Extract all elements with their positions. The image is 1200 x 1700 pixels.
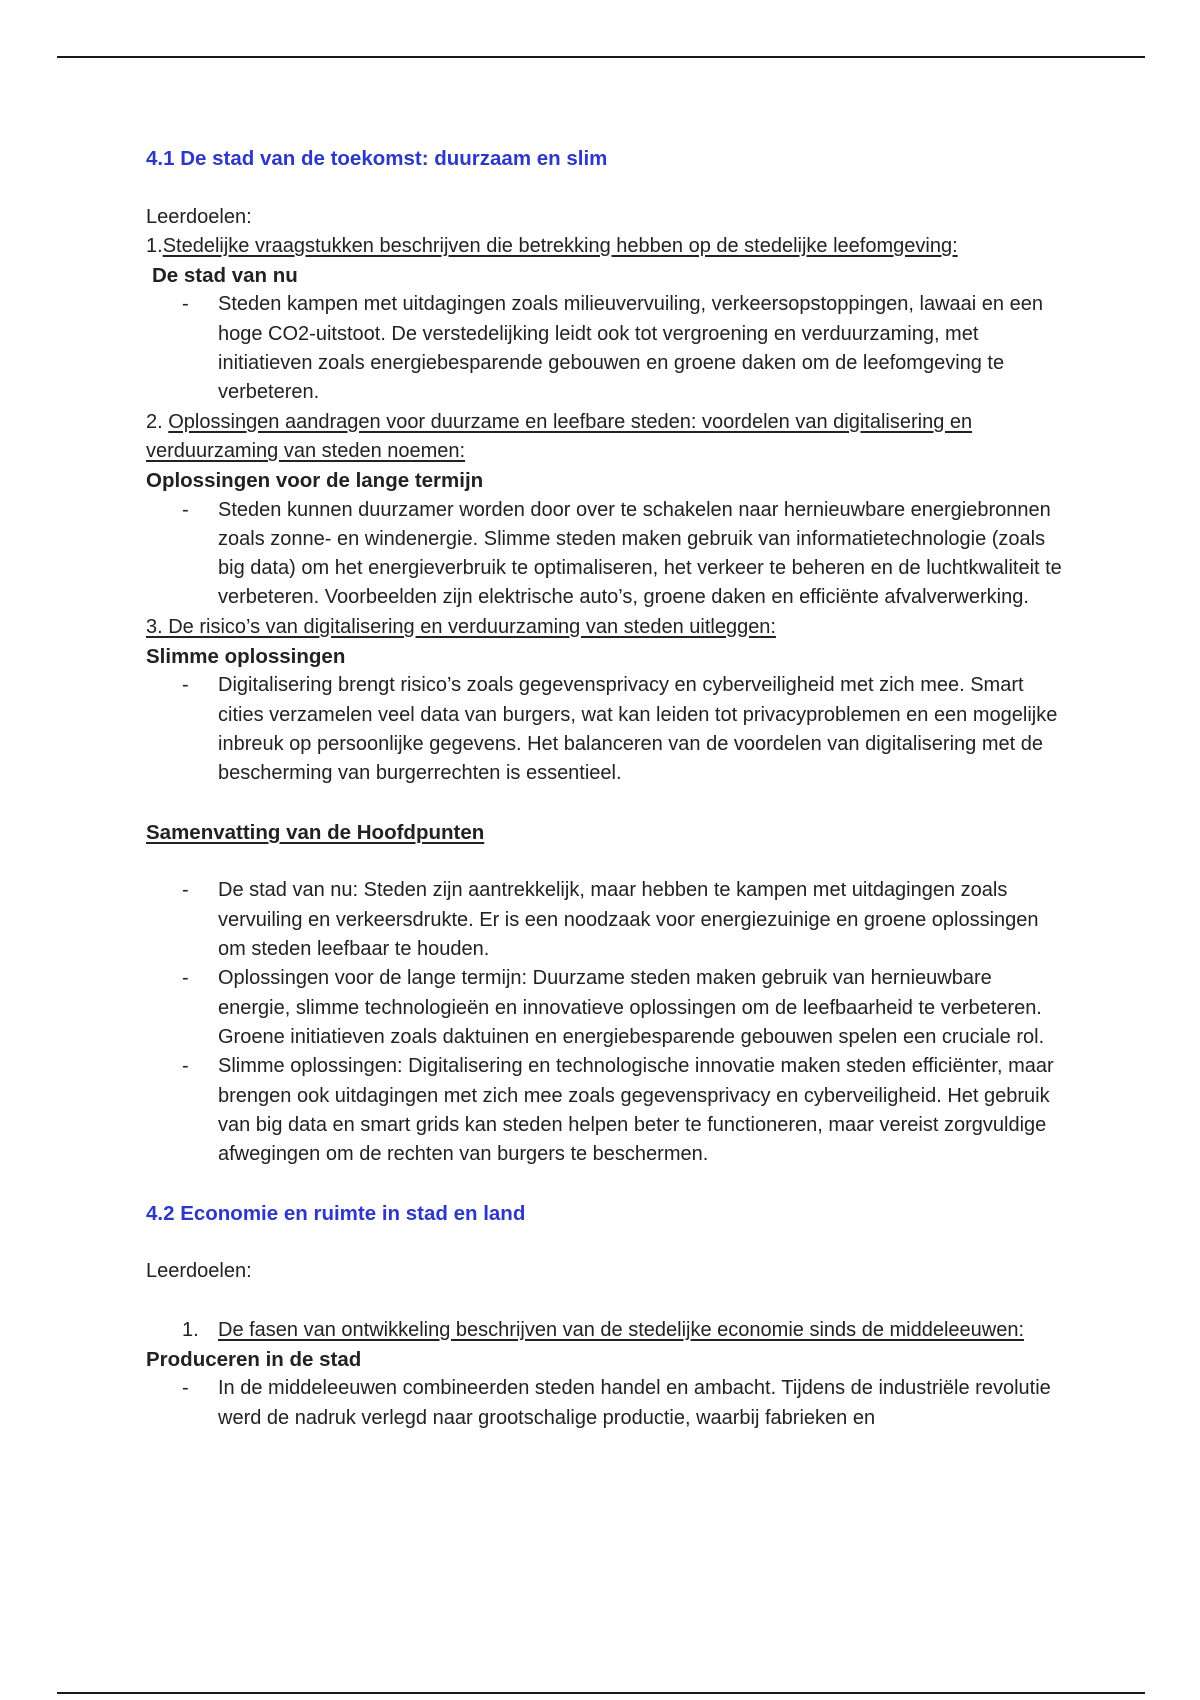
summary-item-text: Oplossingen voor de lange termijn: Duurzame steden maken gebruik van hernieuwbare energie, slimme technologieën en innovatieve oplossingen om de leefbaarheid te verbeteren. Groene initiatieven zoals daktuinen en energiebesparende gebouwen spelen een cruciale rol. (218, 967, 1045, 1048)
bullet-marker: - (182, 1377, 189, 1400)
summary-item (146, 876, 1066, 964)
subheading-slimme-oplossingen: Slimme oplossingen (146, 645, 346, 669)
goal-3: 3. De risico’s van digitalisering en verduurzaming van steden uitleggen: (146, 615, 776, 638)
bullet-marker: - (182, 967, 189, 990)
list-item-text: In de middeleeuwen combineerden steden handel en ambacht. Tijdens de industriële revolutie werd de nadruk verlegd naar grootschalige productie, waarbij fabrieken en (218, 1377, 1051, 1429)
list-item-text: Steden kunnen duurzamer worden door over te schakelen naar hernieuwbare energiebronnen zoals zonne- en windenergie. Slimme steden maken gebruik van informatietechnologie (zoals big data) om het energieverbruik te optimaliseren, het verkeer te beheren en de luchtkwaliteit te verbeteren. Voorbeelden zijn elektrische auto’s, groene daken en efficiënte afvalverwerking. (218, 498, 1062, 609)
list-item-text: Digitalisering brengt risico’s zoals gegevensprivacy en cyberveiligheid met zich mee. Smart cities verzamelen veel data van burgers, wat kan leiden tot privacyproblemen en een mogelijke inbreuk op persoonlijke gegevens. Het balanceren van de voordelen van digitalisering met de bescherming van burgerrechten is essentieel. (218, 674, 1058, 785)
list-item (146, 496, 1066, 613)
goal-number: 1. (146, 234, 163, 257)
goal-text: De fasen van ontwikkeling beschrijven van de stedelijke economie sinds de middeleeuwen: (218, 1318, 1025, 1341)
summary-item-text: Slimme oplossingen: Digitalisering en technologische innovatie maken steden efficiënter, maar brengen ook uitdagingen met zich mee zoals gegevensprivacy en cyberveiligheid. Het gebruik van big data en smart grids kan steden helpen beter te functioneren, maar vereist zorgvuldige afwegingen om de rechten van burgers te beschermen. (218, 1055, 1054, 1166)
bullet-marker: - (182, 498, 189, 521)
footer-rule (57, 1692, 1145, 1694)
list-item-text: Steden kampen met uitdagingen zoals milieuvervuiling, verkeersopstoppingen, lawaai en een hoge CO2-uitstoot. De verstedelijking leidt ook tot vergroening en verduurzaming, met initiatieven zoals energiebesparende gebouwen en groene daken om de leefomgeving te verbeteren. (218, 293, 1043, 404)
header-rule (57, 56, 1145, 58)
goal-2 (146, 408, 1066, 467)
document-body (146, 144, 1066, 1433)
goal-number: 1. (182, 1318, 199, 1341)
goals-label: Leerdoelen: (146, 205, 252, 228)
bullet-marker: - (182, 674, 189, 697)
goal-1 (146, 232, 1066, 261)
list-item (146, 290, 1066, 407)
section-heading-4-2: 4.2 Economie en ruimte in stad en land (146, 1201, 526, 1225)
goals-label: Leerdoelen: (146, 1260, 252, 1283)
goal-text: Oplossingen aandragen voor duurzame en leefbare steden: voordelen van digitalisering en verduurzaming van steden noemen: (146, 410, 973, 462)
bullet-marker: - (182, 1055, 189, 1078)
subheading-de-stad-van-nu: De stad van nu (152, 264, 298, 288)
goal-text: Stedelijke vraagstukken beschrijven die betrekking hebben op de stedelijke leefomgeving: (162, 234, 958, 257)
goal-1 (146, 1316, 1066, 1345)
goal-number: 2. (146, 410, 163, 433)
bullet-marker: - (182, 293, 189, 316)
bullet-marker: - (182, 879, 189, 902)
section-heading-4-1: 4.1 De stad van de toekomst: duurzaam en slim (146, 147, 608, 170)
summary-heading: Samenvatting van de Hoofdpunten (146, 820, 485, 844)
subheading-produceren: Produceren in de stad (146, 1348, 362, 1372)
subheading-oplossingen: Oplossingen voor de lange termijn (146, 469, 484, 493)
summary-item-text: De stad van nu: Steden zijn aantrekkelijk, maar hebben te kampen met uitdagingen zoals vervuiling en verkeersdrukte. Er is een noodzaak voor energiezuinige en groene oplossingen om steden leefbaar te houden. (218, 879, 1039, 961)
summary-item (146, 964, 1066, 1052)
list-item (146, 1374, 1066, 1433)
list-item (146, 671, 1066, 788)
summary-item (146, 1052, 1066, 1169)
